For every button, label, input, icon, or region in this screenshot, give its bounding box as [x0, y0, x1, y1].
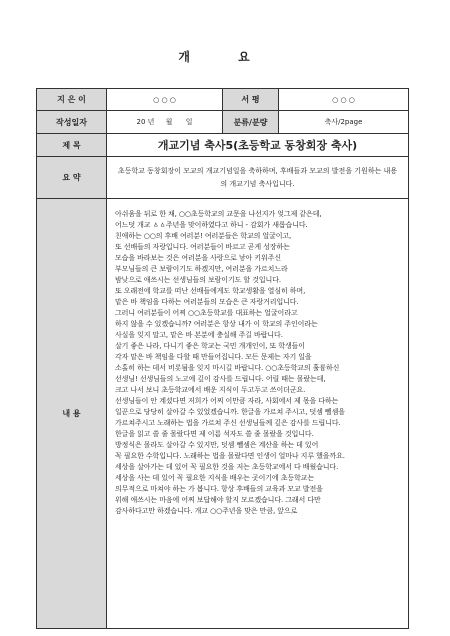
category-value: 축사/2page: [279, 111, 409, 134]
content-line: 또 선배들의 자랑입니다. 여러분들이 바르고 곧게 성장하는: [115, 243, 290, 251]
content-line: 꼭 필요한 수학입니다. 노래하는 법을 몰랐다면 인생이 얼마나 지루 했을까요.: [115, 452, 345, 460]
content-line: 맡은 바 책임을 다하는 여러분들의 모습은 큰 자랑거리입니다.: [115, 298, 299, 306]
document-title: 개 요: [178, 50, 272, 64]
content-line: 사실을 잊지 말고, 맡은 바 본분에 충실해 주길 바랍니다.: [115, 331, 283, 339]
content-line: 일꾼으로 당당히 살아갈 수 있었겠습니까. 한글을 가르쳐 주시고, 덧셈 뺄셈을: [115, 408, 345, 416]
content-line: 선생님들이 안 계셨다면 저희가 어찌 이만큼 자라, 사회에서 제 몫을 다하는: [115, 397, 339, 405]
content-line: 또 오래전에 학교를 떠난 선배들에게도 학교생활을 열심히 하며,: [115, 287, 306, 295]
content-line: 밤낮으로 애쓰시는 선생님들의 보람이기도 할 것입니다.: [115, 276, 281, 284]
content-line: 한글을 읽고 쓸 줄 몰랐다면 제 이름 석자도 쓸 줄 몰랐을 것입니다.: [115, 430, 314, 438]
author-label: 지 은 이: [37, 89, 107, 111]
summary-value: 초등학교 동창회장이 모교의 개교기념일을 축하하며, 후배들과 모교의 발전을 기원하는 내용의 개교기념 축사입니다.: [107, 157, 409, 199]
content-line: 세상을 살아가는 데 있어 꼭 필요한 것을 저는 초등학교에서 다 배웠습니다.: [115, 463, 339, 471]
content-line: 위해 애쓰시는 마음에 어찌 보답해야 할지 모르겠습니다. 그래서 다만: [115, 496, 321, 504]
content-line: 선생님! 선생님들의 노고에 깊이 감사를 드립니다. 어릴 때는 몰랐는데,: [115, 375, 326, 383]
content-line: 모습을 바라보는 것은 여러분을 사랑으로 낳아 키워주신: [115, 254, 281, 262]
content-line: 세상을 사는 데 있어 꼭 필요한 지식을 배우는 곳이기에 초등학교는: [115, 474, 314, 482]
content-line: 각자 맡은 바 책임을 다할 때 만들어집니다. 모든 문제는 자기 일을: [115, 353, 312, 361]
date-day: 일: [185, 118, 193, 126]
publisher-value: ○ ○ ○: [279, 89, 409, 111]
content-line: 소홀히 하는 데서 비롯됨을 잊지 마시길 바랍니다. ○○초등학교의 훌륭하신: [115, 364, 340, 372]
summary-form: [36, 88, 409, 629]
content-line: 어느덧 개교 ㅿㅿ주년을 맞이하였다고 하니 - 감회가 새롭습니다.: [115, 221, 308, 229]
content-line: 살기 좋은 나라, 다니기 좋은 학교는 국민 개개인이, 또 학생들이: [115, 342, 305, 350]
content-line: 가르쳐주시고 노래하는 법을 가르쳐 주신 선생님들께 깊은 감사를 드립니다.: [115, 419, 341, 427]
content-line: 감사하다고만 하겠습니다. 개교 ○○주년을 맞은 만큼, 앞으로: [115, 507, 298, 515]
subject-label: 제 목: [37, 134, 107, 157]
date-year: 20 년: [136, 118, 155, 126]
content-line: 크고 나서 보니 초등학교에서 배운 지식이 두고두고 쓰이더군요.: [115, 386, 306, 394]
content-label: 내 용: [37, 199, 107, 629]
content-line: 의무적으로 마쳐야 하는 가 봅니다. 항상 후배들의 교육과 모교 발전을: [115, 485, 323, 493]
content-line: 부모님들의 큰 보람이기도 하겠지만, 여러분을 가르치느라: [115, 265, 288, 273]
date-label: 작성일자: [37, 111, 107, 134]
content-line: 친애하는 ○○의 후배 여러분! 여러분들은 학교의 얼굴이고,: [115, 232, 292, 240]
subject-value: 개교기념 축사5(초등학교 동창회장 축사): [107, 134, 409, 157]
content-line: 아쉬움을 뒤로 한 채, ○○초등학교의 교문을 나선지가 엊그제 같은데,: [115, 210, 322, 218]
content-line: 하지 않을 수 있겠습니까? 여러분은 항상 내가 이 학교의 주인이라는: [115, 320, 318, 328]
content-line: 방정식은 몰라도 살아갈 수 있지만, 덧셈 뺄셈은 계산을 하는 데 있어: [115, 441, 319, 449]
content-line: 그러니 여러분들이 어찌 ○○초등학교를 대표하는 얼굴이라고: [115, 309, 298, 317]
author-value: ○ ○ ○: [107, 89, 223, 111]
content-body: [107, 199, 409, 629]
date-month: 월: [165, 118, 173, 126]
category-label: 분류/분량: [223, 111, 279, 134]
content-lines: [115, 209, 402, 517]
summary-label: 요 약: [37, 157, 107, 199]
publisher-label: 서 평: [223, 89, 279, 111]
date-value: [107, 111, 223, 134]
